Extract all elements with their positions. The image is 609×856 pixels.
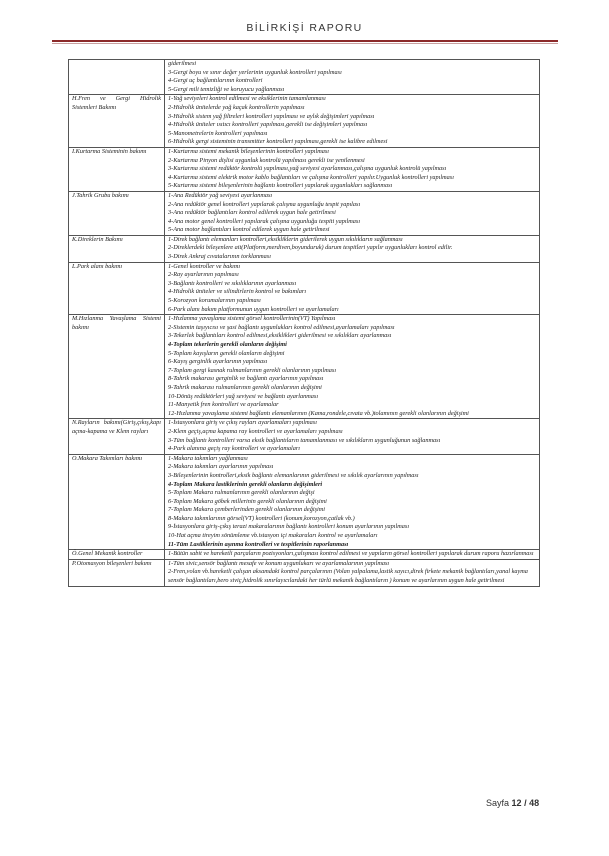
table-row bbox=[69, 262, 540, 315]
section-items bbox=[165, 95, 540, 148]
maintenance-table bbox=[68, 59, 540, 587]
list-item: 9-Tahrik makarası rulmanlarının gerekli olanlarının değişimi bbox=[168, 383, 322, 391]
list-item: 6-Toplam Makara göbek millerinin gerekli olanlarının değişimi bbox=[168, 497, 327, 505]
section-items bbox=[165, 235, 540, 262]
list-item: 11-Manyetik fren kontrolleri ve ayarlamalar bbox=[168, 401, 279, 409]
list-item: 1-Ana Redüktör yağ seviyesi ayarlanması bbox=[168, 191, 273, 199]
list-item: 1-Direk bağlantı elemanları kontrolleri,eksikliklerin giderilerek uygun sıkılıkların sağlanması bbox=[168, 235, 403, 243]
section-items bbox=[165, 559, 540, 586]
list-item: 6-Kayış gerginlik ayarlarının yapılması bbox=[168, 358, 268, 366]
table-row bbox=[69, 315, 540, 419]
list-item: 2-Ray ayarlarının yapılması bbox=[168, 271, 239, 279]
table-row bbox=[69, 191, 540, 235]
list-item: 4-Ana motor genel kontrolleri yapılarak çalışma uygunluğu tespiti yapılması bbox=[168, 217, 361, 225]
section-items bbox=[165, 60, 540, 95]
list-item: 4-Kurtarma sistemi elektrik motor kablo bağlantıları ve çalışma kontrolleri yapılır.Uygunluk kontrolleri yapılması bbox=[168, 173, 454, 181]
list-item: 10-Dönüş redüktörleri yağ seviyesi ve bağlantı ayarlanması bbox=[168, 392, 319, 400]
list-item: 4-Gergi uç bağlantılarının kontrolleri bbox=[168, 77, 263, 85]
list-item: 4-Hidrolik üniteler ve silindirlerin kontrol ve bakımları bbox=[168, 288, 307, 296]
header-divider bbox=[52, 40, 558, 42]
list-item: 1-Hızlanma yavaşlama sistemi görsel kontrollerinin(VT) Yapılması bbox=[168, 315, 336, 323]
list-item: 3-Tüm bağlantı kontrolleri varsa eksik bağlantıların tamamlanması ve sıkılıkların uygunluğunun sağlanması bbox=[168, 436, 441, 444]
section-label: J.Tahrik Grubu bakımı bbox=[69, 191, 165, 235]
list-item: 11-Tüm Lastiklerinin aşınma kontrolleri ve tespitlerinin raporlanması bbox=[168, 540, 349, 548]
list-item: 2-Hidrolik ünitelerde yağ kaçak kontrollerin yapılması bbox=[168, 103, 305, 111]
list-item: 1-Bütün sabit ve hareketli parçaların pozisyonları,çalışması kontrol edilmesi ve yapıların görsel kontrolleri yapılarak durum raporu hazırlanması bbox=[168, 550, 534, 558]
page-label: Sayfa bbox=[486, 798, 510, 808]
page-separator: / bbox=[524, 798, 527, 808]
table-row bbox=[69, 559, 540, 586]
list-item: 4-Park alanına geçiş ray kontrolleri ve ayarlamaları bbox=[168, 445, 301, 453]
list-item: 6-Park alanı bakım platformunun uygun kontrolleri ve ayarlamaları bbox=[168, 305, 339, 313]
list-item: 10-Hat açma tireyim sönümleme vb.istasyon içi makaraları kontrol ve ayarlamaları bbox=[168, 532, 378, 540]
page-number: 12 bbox=[511, 798, 522, 808]
header-divider-thin bbox=[52, 43, 558, 44]
list-item: 1-Kurtarma sistemi mekanik bileşenlerinin kontrolleri yapılması bbox=[168, 147, 330, 155]
section-items bbox=[165, 419, 540, 454]
section-label: O.Makara Takımları bakımı bbox=[69, 454, 165, 550]
section-items bbox=[165, 147, 540, 191]
list-item: 2-Makara takımları ayarlarının yapılması bbox=[168, 463, 274, 471]
list-item: 7-Toplam Makara çemberlerinden gerekli olanlarının değişimi bbox=[168, 506, 325, 514]
section-label: H.Fren ve Gergi Hidrolik Sistemleri Bakımı bbox=[69, 95, 165, 148]
list-item: 6-Hidrolik gergi sisteminin transmitter kontrolleri yapılması,gerekli ise kalibre edilmesi bbox=[168, 138, 388, 146]
table-row bbox=[69, 95, 540, 148]
list-item: 1-Genel kontroller ve bakımı bbox=[168, 262, 241, 270]
list-item: 2-Direklerdeki bileşenlere ait(Platform,merdiven,boyunduruk) durum tespitleri yapılır uygunlukları kontrol edilir. bbox=[168, 244, 453, 252]
section-label: P.Otomasyon bileşenleri bakımı bbox=[69, 559, 165, 586]
list-item: 1-Tüm sivic,sensör bağlantı mesafe ve konum uygunlukarı ve ayarlamalarının yapılması bbox=[168, 559, 390, 567]
list-item: 12-Hızlanma yavaşlama sistemi bağlantı elemanlarının (Kama,rondele,cıvata vb.)tolamının gerekli olanlarının değişimi bbox=[168, 409, 469, 417]
list-item: 2-Kurtarma Pinyon dişlisi uygunluk kontrolü yapılması gerekli ise yenilenmesi bbox=[168, 156, 365, 164]
list-item: 3-Gergi boyu ve sınır değer yerlerinin uygunluk kontrolleri yapılması bbox=[168, 68, 342, 76]
list-item: 2-Klem geçiş,açma kapama ray kontrolleri ve ayarlamaları yapılması bbox=[168, 427, 343, 435]
section-items bbox=[165, 262, 540, 315]
list-item: 8-Tahrik makarası gerginlik ve bağlantı ayarlarının yapılması bbox=[168, 375, 324, 383]
table-row bbox=[69, 550, 540, 560]
section-items bbox=[165, 454, 540, 550]
list-item: 3-Bileşenlerinin kontrolleri,eksik bağlantı elemanlarının giderilmesi ve sıkılık ayarlarının yapılması bbox=[168, 471, 419, 479]
list-item: 1-İstasyonlara giriş ve çıkış rayları ayarlamaları yapılması bbox=[168, 419, 317, 427]
section-label: L.Park alanı bakımı bbox=[69, 262, 165, 315]
list-item: 5-Toplam kayışların gerekli olanların değişimi bbox=[168, 349, 285, 357]
section-label: Ö.Genel Mekanik kontroller bbox=[69, 550, 165, 560]
list-item: 2-Sistemin taşıyıcısı ve şasi bağlantı uygunlukları kontrol edilmesi,ayarlamaları yapılması bbox=[168, 323, 395, 331]
table-row bbox=[69, 147, 540, 191]
list-item: 3-Tekerlek bağlantıları kontrol edilmesi,eksiklikleri giderilmesi ve sıkılıkları ayarlanması bbox=[168, 332, 392, 340]
list-item: 2-Ana redüktör genel kontrolleri yapılarak çalışma uygunluğu tespit yapılası bbox=[168, 200, 361, 208]
list-item: 8-Makara takımlarının görsel(VT) kontrolleri (konum,korozyon,çatlak vb.) bbox=[168, 514, 355, 522]
list-item: 5-Toplam Makara rulmanlarının gerekli olanlarının değişi bbox=[168, 489, 315, 497]
section-label: N.Rayların bakımı(Giriş,çıkış,kapı açma-kapama ve Klem rayları bbox=[69, 419, 165, 454]
list-item: 4-Toplam Makara lastiklerinin gerekli olanların değişimleri bbox=[168, 480, 323, 488]
list-item: 3-Direk Ankraj cıvatalarının torklanması bbox=[168, 253, 271, 261]
list-item: 7-Toplam gergi kasnak rulmanlarının gerekli olanlarının yapılması bbox=[168, 366, 337, 374]
section-items bbox=[165, 550, 540, 560]
table-row bbox=[69, 60, 540, 95]
table-row bbox=[69, 454, 540, 550]
list-item: 5-Gergi mili temizliği ve koruyucu yağlanması bbox=[168, 85, 285, 93]
section-label: M.Hızlanma Yavaşlama Sistemi bakımı bbox=[69, 315, 165, 419]
table-row bbox=[69, 419, 540, 454]
list-item: 3-Hidrolik sistem yağ filtreleri kontrolleri yapılması ve aylık değişimleri yapılması bbox=[168, 112, 375, 120]
page-footer bbox=[486, 798, 539, 808]
list-item: 1-Yağ seviyeleri kontrol edilmesi ve eksiklerinin tamamlanması bbox=[168, 95, 326, 103]
section-label: I.Kurtarma Sisteminin bakımı bbox=[69, 147, 165, 191]
list-item: 4-Toplam tekerlerin gerekli olanların değişimi bbox=[168, 341, 287, 348]
list-item: 5-Manometrelerin kontrolleri yapılması bbox=[168, 129, 268, 137]
page-total: 48 bbox=[529, 798, 540, 808]
list-item: 5-Ana motor bağlantıları kontrol edilerek uygun hale getirilmesi bbox=[168, 226, 330, 234]
section-label bbox=[69, 60, 165, 95]
section-items bbox=[165, 191, 540, 235]
list-item: 3-Ana redüktör bağlantıları kontrol edilerek uygun hale getirilmesi bbox=[168, 209, 336, 217]
section-label: K.Direklerin Bakımı bbox=[69, 235, 165, 262]
list-item: 3-Bağlantı kontrolleri ve sıkılıklarının ayarlanması bbox=[168, 279, 297, 287]
list-item: 9-İstasyonlara giriş-çıkış terazi makaralarının bağlantı kontrolleri konum ayarlarının yapılması bbox=[168, 523, 410, 531]
list-item: 1-Makara takımları yağlanması bbox=[168, 454, 248, 462]
report-title: BİLİRKİŞİ RAPORU bbox=[246, 22, 363, 34]
section-items bbox=[165, 315, 540, 419]
list-item: 5-Korozyon korumalarının yapılması bbox=[168, 297, 261, 305]
list-item: 3-Kurtarma sistemi redüktör kontrolü yapılması,yağ seviyesi ayarlanması,çalışma uygunluk kontrolü yapılması bbox=[168, 165, 447, 173]
list-item: 5-Kurtarma sistemi bileşenlerinin bağlantı kontrolleri yapılarak uygunlukları sağlanması bbox=[168, 182, 393, 190]
list-item: 4-Hidrolik üniteler ısıtıcı kontrolleri yapılması,gerekli ise değişimleri yapılması bbox=[168, 121, 368, 129]
list-item: 2-Fren,volan vb.hareketli çalışan aksamdaki kontrol parçalarının (Volan yalpalama,lastik sayıcı,direk firkete mekanik bağlantıları,yanal kayma sensör bağlantıları,bero siviç,hidrolik sınırlayıcılardaki her türlü mekanik bağlantıların ) konum ve ayarlarının uygun hale getirilmesi bbox=[168, 568, 528, 585]
list-item: giderilmesi bbox=[168, 60, 197, 67]
table-row bbox=[69, 235, 540, 262]
